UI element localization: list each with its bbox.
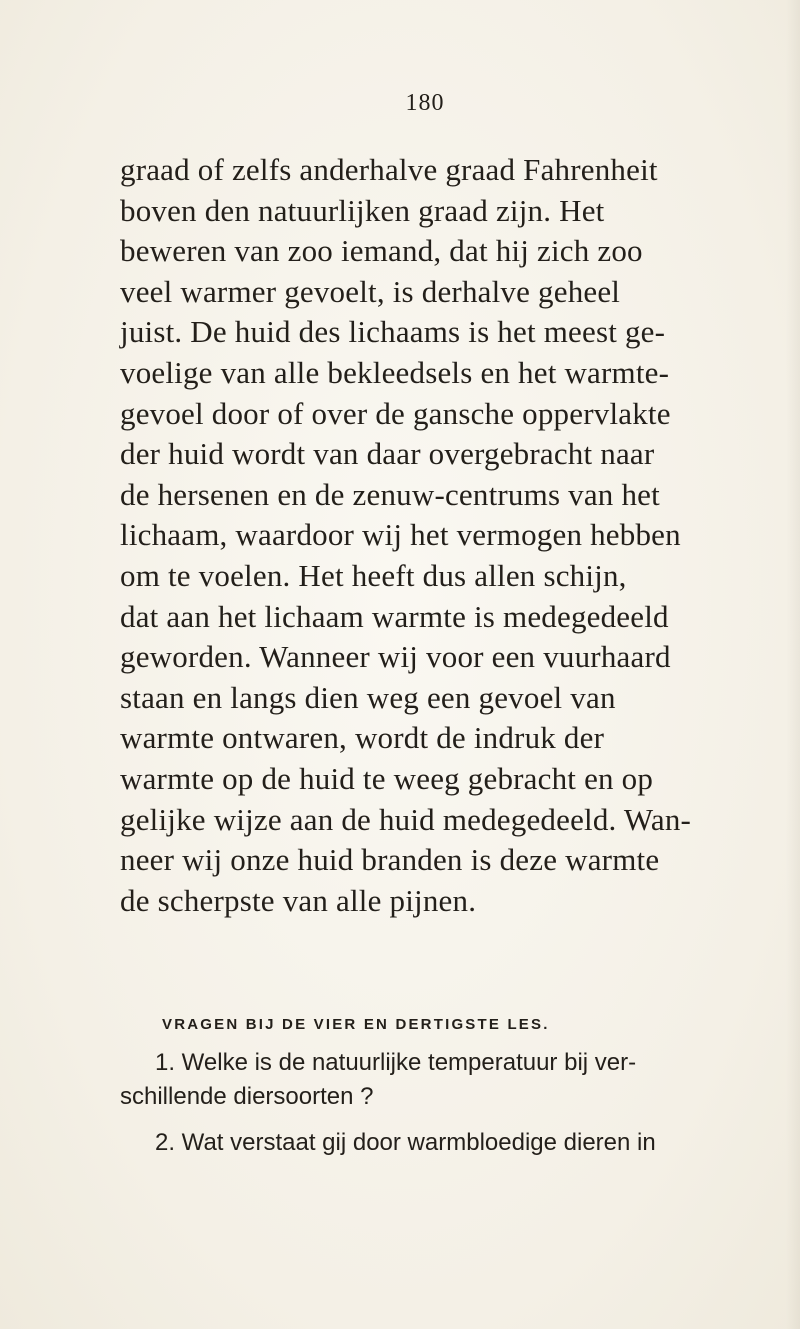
body-line: warmte op de huid te weeg gebracht en op (120, 760, 654, 796)
body-line: de hersenen en de zenuw-centrums van het (120, 476, 660, 512)
body-line: lichaam, waardoor wij het vermogen hebben (120, 517, 681, 553)
body-line: de scherpste van alle pijnen. (120, 882, 477, 918)
section-heading: VRAGEN BIJ DE VIER EN DERTIGSTE LES. (162, 1016, 550, 1033)
body-line: juist. De huid des lichaams is het meest ge- (120, 314, 666, 350)
body-line: voelige van alle bekleedsels en het warmte- (120, 354, 670, 390)
question-item (120, 1046, 800, 1114)
question-item (120, 1126, 800, 1160)
question-line: 2. Wat verstaat gij door warmbloedige dieren in (155, 1129, 656, 1156)
body-line: staan en langs dien weg een gevoel van (120, 679, 616, 715)
body-line: neer wij onze huid branden is deze warmte (120, 842, 660, 878)
body-line: gevoel door of over de gansche oppervlakte (120, 395, 671, 431)
body-line: beweren van zoo iemand, dat hij zich zoo (120, 233, 643, 269)
page-number: 180 (405, 90, 445, 116)
body-line: veel warmer gevoelt, is derhalve geheel (120, 273, 621, 309)
body-line: boven den natuurlijken graad zijn. Het (120, 192, 605, 228)
question-list (120, 1046, 800, 1160)
body-paragraph (120, 150, 800, 921)
body-line: gelijke wijze aan de huid medegedeeld. Wan- (120, 801, 692, 837)
question-line: schillende diersoorten ? (120, 1083, 374, 1110)
body-line: warmte ontwaren, wordt de indruk der (120, 720, 605, 756)
question-spacer (120, 1114, 800, 1126)
page-edge-shadow (786, 0, 800, 1329)
body-line: geworden. Wanneer wij voor een vuurhaard (120, 639, 671, 675)
body-line: om te voelen. Het heeft dus allen schijn, (120, 557, 627, 593)
body-line: dat aan het lichaam warmte is medegedeeld (120, 598, 669, 634)
question-line: 1. Welke is de natuurlijke temperatuur bij ver- (155, 1049, 637, 1076)
body-line: graad of zelfs anderhalve graad Fahrenheit (120, 152, 658, 187)
body-line: der huid wordt van daar overgebracht naar (120, 436, 655, 472)
